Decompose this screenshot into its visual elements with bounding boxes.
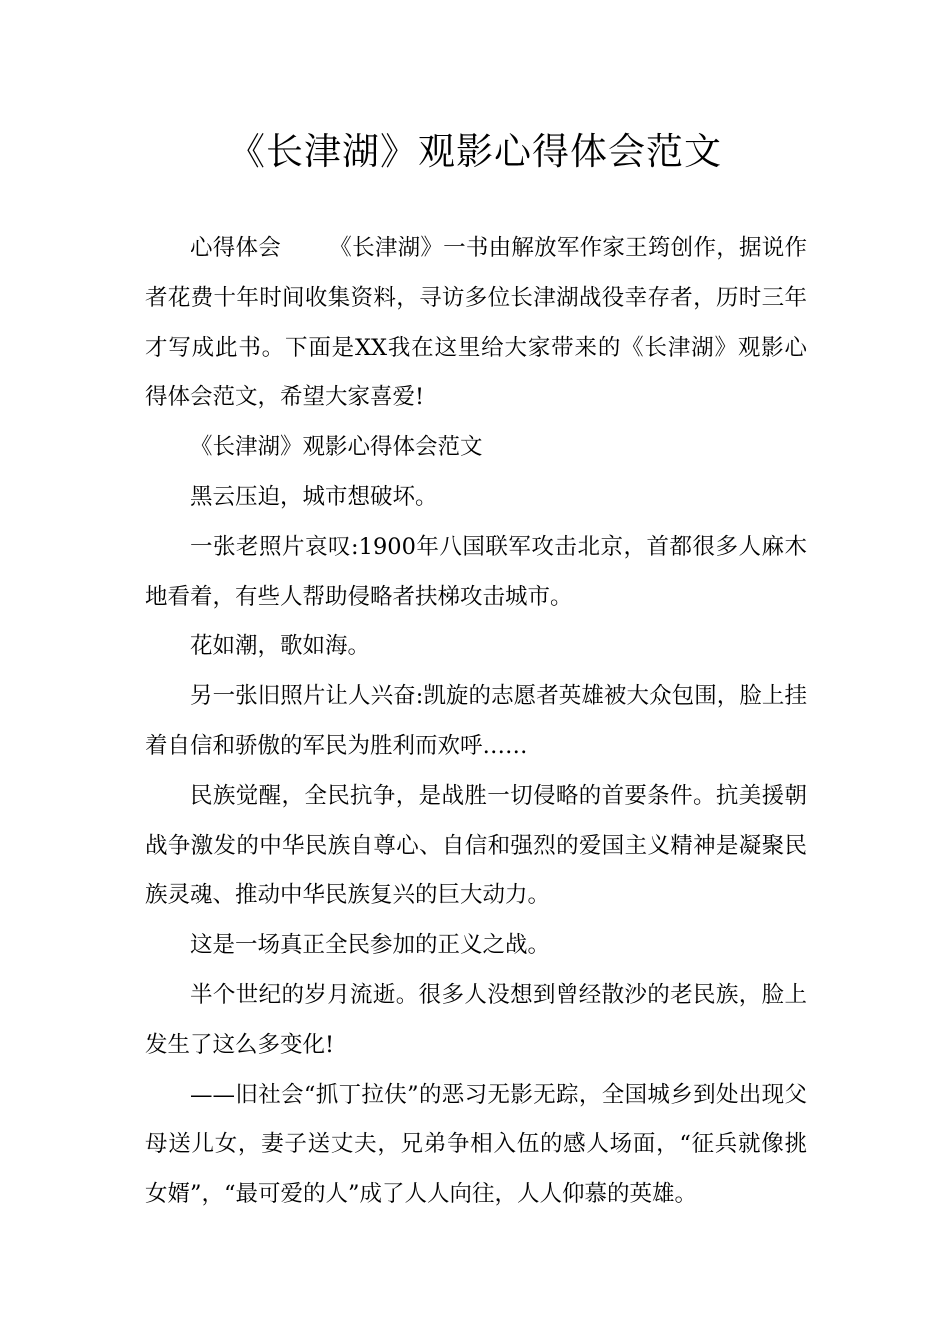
intro-paragraph bbox=[145, 224, 807, 423]
paragraph-subtitle: 《长津湖》观影心得体会范文 bbox=[190, 434, 483, 461]
paragraph: 花如潮，歌如海。 bbox=[190, 633, 371, 660]
document-title: 《长津湖》观影心得体会范文 bbox=[228, 130, 722, 173]
intro-text: 《长津湖》一书由解放军作家王筠创作，据说作者花费十年时间收集资料，寻访多位长津湖战役幸存者，历时三年才写成此书。下面是XX我在这里给大家带来的《长津湖》观影心得体会范文，希望大家喜爱! bbox=[145, 235, 807, 411]
paragraph: 民族觉醒，全民抗争，是战胜一切侵略的首要条件。抗美援朝战争激发的中华民族自尊心、自信和强烈的爱国主义精神是凝聚民族灵魂、推动中华民族复兴的巨大动力。 bbox=[145, 782, 807, 909]
paragraph: 一张老照片哀叹:1900年八国联军攻击北京，首都很多人麻木地看着，有些人帮助侵略者扶梯攻击城市。 bbox=[145, 533, 807, 610]
intro-label: 心得体会 bbox=[190, 235, 282, 261]
paragraph: ——旧社会“抓丁拉伕”的恶习无影无踪，全国城乡到处出现父母送儿女，妻子送丈夫，兄弟争相入伍的感人场面，“征兵就像挑女婿”，“最可爱的人”成了人人向往，人人仰慕的英雄。 bbox=[145, 1081, 807, 1208]
paragraph: 这是一场真正全民参加的正义之战。 bbox=[190, 932, 551, 959]
paragraph: 黑云压迫，城市想破坏。 bbox=[190, 483, 438, 510]
paragraph: 另一张旧照片让人兴奋:凯旋的志愿者英雄被大众包围，脸上挂着自信和骄傲的军民为胜利而欢呼…… bbox=[145, 683, 807, 759]
document-body bbox=[145, 224, 807, 1220]
paragraph: 半个世纪的岁月流逝。很多人没想到曾经散沙的老民族，脸上发生了这么多变化! bbox=[145, 981, 807, 1058]
